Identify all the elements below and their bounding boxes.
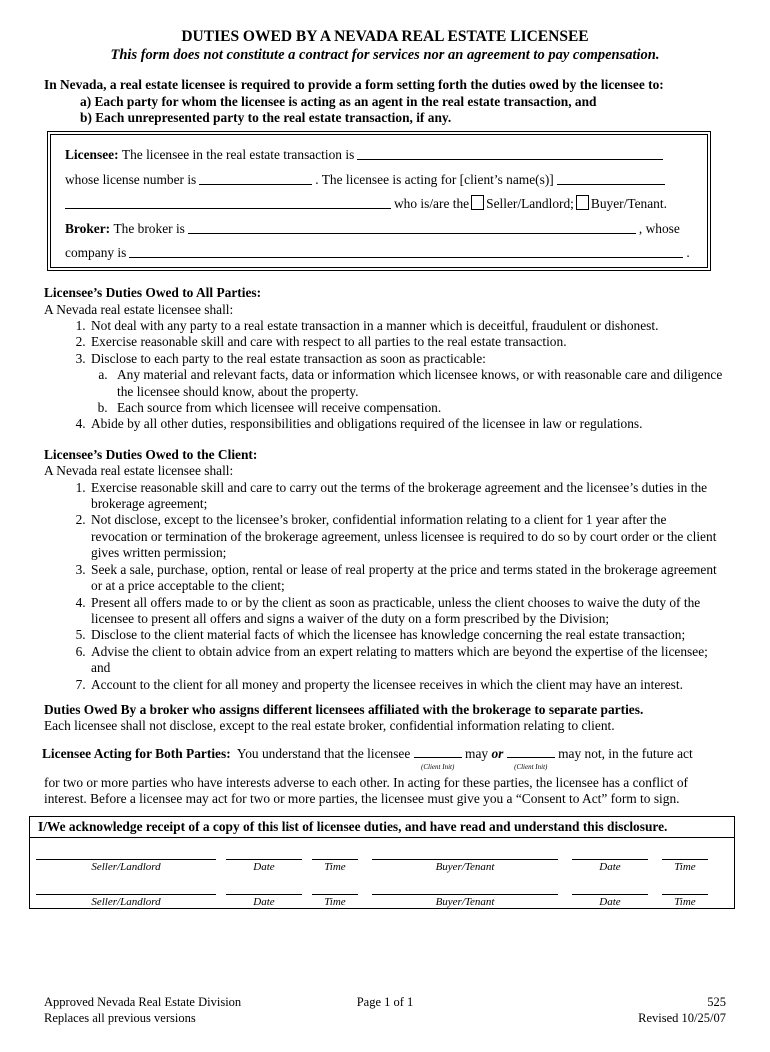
signature-row-2	[30, 873, 734, 908]
broker-assigns-heading: Duties Owed By a broker who assigns different licensees affiliated with the brokerage to separate parties.	[44, 701, 644, 717]
broker-name-field[interactable]	[188, 218, 636, 234]
buyer-date-field[interactable]: Date	[572, 859, 648, 873]
list-item	[89, 351, 726, 417]
seller-date-field-2[interactable]: Date	[226, 894, 302, 908]
buyer-tenant-checkbox[interactable]	[576, 195, 589, 210]
client-heading: Licensee’s Duties Owed to the Client:	[44, 446, 258, 462]
all-parties-heading: Licensee’s Duties Owed to All Parties:	[44, 285, 262, 300]
both-parties-text: You understand that the licensee	[236, 745, 411, 761]
client-name-field[interactable]	[557, 169, 665, 185]
licensee-name-field[interactable]	[357, 144, 663, 160]
intro-item-a: a) Each party for whom the licensee is acting as an agent in the real estate transaction, and	[80, 93, 597, 109]
intro-text: In Nevada, a real estate licensee is required to provide a form setting forth the duties owed by the licensee to:	[44, 77, 664, 92]
signature-row-1	[30, 838, 734, 873]
form-subtitle: This form does not constitute a contract for services nor an agreement to pay compensation.	[110, 47, 660, 63]
footer-replaces: Replaces all previous versions	[44, 1010, 196, 1025]
footer-revised: Revised 10/25/07	[638, 1010, 726, 1025]
buyer-date-field-2[interactable]: Date	[572, 894, 648, 908]
list-item: 1. Not deal with any party to a real estate transaction in a manner which is deceitful, fraudulent or dishonest.	[89, 318, 726, 334]
may-text: may	[465, 745, 489, 761]
broker-assigns-text: Each licensee shall not disclose, except to the real estate broker, confidential information relating to client.	[44, 718, 615, 734]
client-init-may-field[interactable]	[414, 745, 462, 771]
licensee-info-box	[47, 131, 711, 272]
buyer-option-label: Buyer/Tenant.	[590, 196, 667, 211]
intro-section	[44, 77, 726, 127]
company-period: .	[686, 245, 690, 260]
footer-approved: Approved Nevada Real Estate Division	[44, 995, 242, 1009]
list-item: 7. Account to the client for all money and property the licensee receives in which the client may have an interest.	[89, 677, 726, 693]
list-item: 2. Exercise reasonable skill and care with respect to all parties to the real estate transaction.	[89, 334, 726, 350]
buyer-time-field[interactable]: Time	[662, 859, 708, 873]
seller-time-field[interactable]: Time	[312, 859, 358, 873]
buyer-signature-field[interactable]: Buyer/Tenant	[372, 859, 558, 873]
licensee-label: Licensee:	[65, 147, 119, 162]
list-item: 5. Disclose to the client material facts of which the licensee has knowledge concerning the real estate transaction;	[89, 627, 726, 643]
broker-text: The broker is	[113, 220, 185, 236]
sub-list-item: b. Each source from which licensee will receive compensation.	[111, 400, 726, 416]
buyer-time-field-2[interactable]: Time	[662, 894, 708, 908]
client-list	[44, 480, 726, 693]
seller-signature-field-2[interactable]: Seller/Landlord	[36, 894, 216, 908]
form-title: DUTIES OWED BY A NEVADA REAL ESTATE LICENSEE	[181, 28, 589, 45]
client-init-label-2: (Client Init)	[514, 762, 548, 771]
whose-text: , whose	[638, 220, 680, 236]
broker-label: Broker:	[65, 220, 111, 236]
seller-landlord-checkbox[interactable]	[471, 195, 484, 210]
list-item: 4. Present all offers made to or by the client as soon as practicable, unless the client chooses to waive the duty of the licensee to present all offers and signs a waiver of the duty on a form prescribed by the Division;	[89, 595, 726, 628]
client-init-may-not-field[interactable]	[507, 745, 555, 771]
form-page	[0, 28, 770, 1052]
footer-page-number: Page 1 of 1	[356, 995, 414, 1009]
both-parties-label: Licensee Acting for Both Parties:	[42, 745, 231, 761]
footer-form-number: 525	[707, 995, 726, 1009]
client-init-label: (Client Init)	[421, 762, 455, 771]
seller-date-field[interactable]: Date	[226, 859, 302, 873]
client-lead: A Nevada real estate licensee shall:	[44, 463, 234, 479]
both-parties-section	[44, 745, 726, 808]
all-parties-list	[44, 318, 726, 433]
all-parties-lead: A Nevada real estate licensee shall:	[44, 301, 234, 317]
list-item: 6. Advise the client to obtain advice from an expert relating to matters which are beyond the expertise of the licensee; and	[89, 644, 726, 677]
company-name-field[interactable]	[129, 242, 683, 258]
sub-list-item: a. Any material and relevant facts, data or information which licensee knows, or with reasonable care and diligence the licensee should know, about the property.	[111, 367, 726, 400]
list-item: 2. Not disclose, except to the licensee’s broker, confidential information relating to a client for 1 year after the revocation or termination of the brokerage agreement, unless licensee is required to do so by court order or the client gives written permission;	[89, 512, 726, 561]
client-name-field-2[interactable]	[65, 193, 391, 209]
acknowledgment-heading: I/We acknowledge receipt of a copy of this list of licensee duties, and have read and understand this disclosure.	[30, 817, 734, 838]
seller-time-field-2[interactable]: Time	[312, 894, 358, 908]
list-item-text: Disclose to each party to the real estate transaction as soon as practicable:	[91, 350, 486, 366]
acknowledgment-box	[29, 816, 735, 909]
or-text: or	[491, 745, 504, 761]
acting-for-text: . The licensee is acting for [client’s name(s)]	[315, 171, 554, 187]
who-is-text: who is/are the	[394, 196, 470, 211]
intro-item-b: b) Each unrepresented party to the real estate transaction, if any.	[80, 110, 452, 125]
seller-option-label: Seller/Landlord;	[486, 196, 574, 211]
may-not-text: may not, in the future act	[558, 745, 693, 761]
buyer-signature-field-2[interactable]: Buyer/Tenant	[372, 894, 558, 908]
license-number-field[interactable]	[199, 169, 312, 185]
licensee-text: The licensee in the real estate transaction is	[121, 147, 355, 162]
both-parties-text-2: for two or more parties who have interests adverse to each other. In acting for these parties, the licensee has a conflict of interest. Before a licensee may act for two or more parties, the licensee must give you a “Consent to Act” form to sign.	[44, 774, 688, 807]
company-text: company is	[65, 245, 127, 260]
seller-signature-field[interactable]: Seller/Landlord	[36, 859, 216, 873]
license-number-text: whose license number is	[65, 171, 197, 187]
list-item: 1. Exercise reasonable skill and care to carry out the terms of the brokerage agreement and the licensee’s duties in the brokerage agreement;	[89, 480, 726, 513]
page-footer	[44, 995, 726, 1026]
list-item: 3. Seek a sale, purchase, option, rental or lease of real property at the price and terms stated in the brokerage agreement or at a price acceptable to the client;	[89, 562, 726, 595]
list-item: 4. Abide by all other duties, responsibilities and obligations required of the licensee in law or regulations.	[89, 416, 726, 432]
